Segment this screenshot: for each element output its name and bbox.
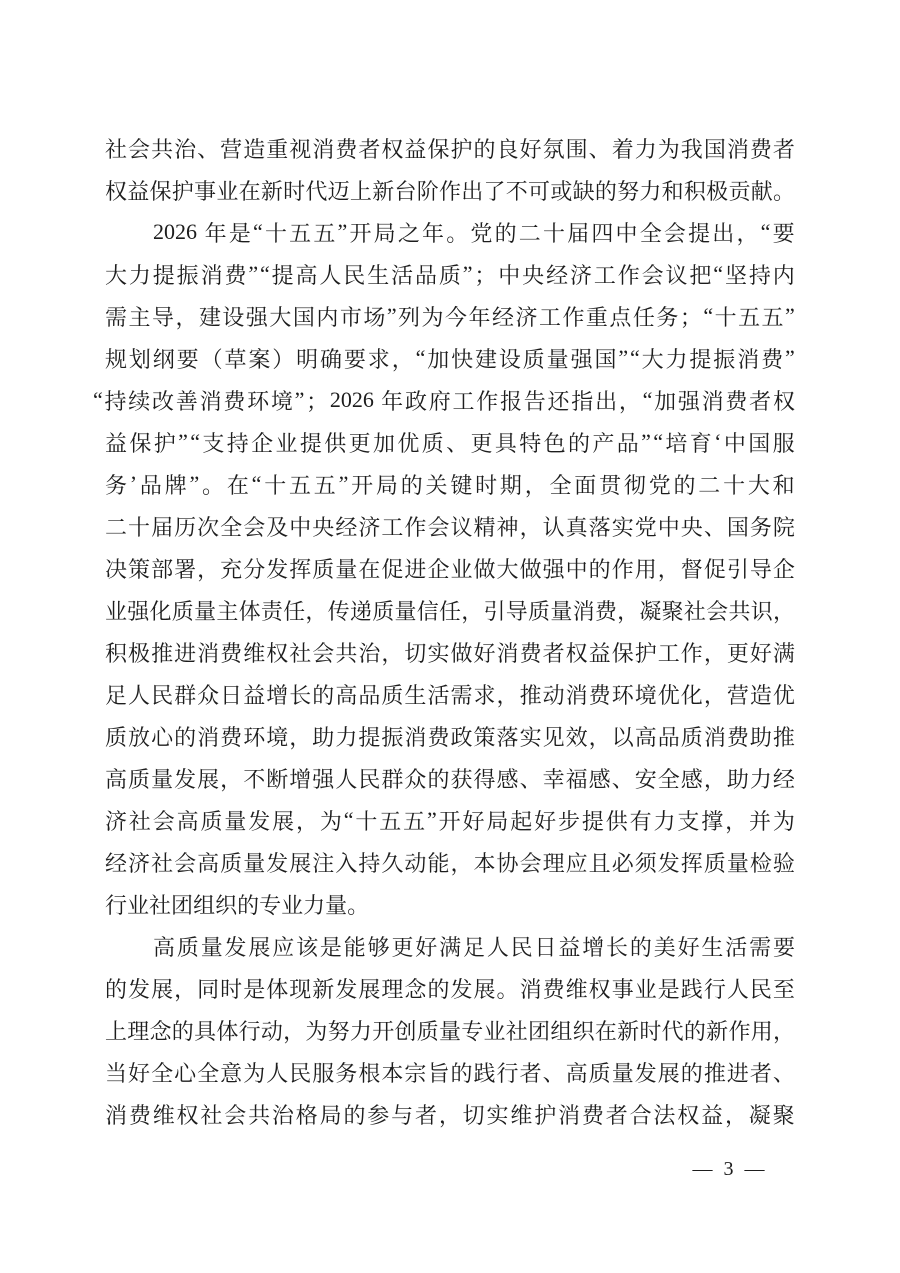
text-line: 高 质 量 发 展 ， 不 断 增 强 人 民 群 众 的 获 得 感 、 幸 福 感 、 安 全 感 ， 助 力 经 [105, 766, 795, 792]
text-line: 经 济 社 会 高 质 量 发 展 注 入 持 久 动 能 ， 本 协 会 理 应 且 必 须 发 挥 质 量 检 验 [105, 850, 795, 876]
text-line: 质 放 心 的 消 费 环 境 ， 助 力 提 振 消 费 政 策 落 实 见 效 ， 以 高 品 质 消 费 助 推 [105, 724, 795, 750]
page-number: — 3 — [692, 1158, 768, 1180]
text-line: 积 极 推 进 消 费 维 权 社 会 共 治 ， 切 实 做 好 消 费 者 权 益 保 护 工 作 ， 更 好 满 [105, 640, 795, 666]
text-line: 决 策 部 署 ， 充 分 发 挥 质 量 在 促 进 企 业 做 大 做 强 中 的 作 用 ， 督 促 引 导 企 [105, 556, 795, 582]
text-line: 益 保 护 ” “ 支 持 企 业 提 供 更 加 优 质 、 更 具 特 色 的 产 品 ” “ 培 育 ‘ 中 国 服 [105, 429, 795, 456]
text-line: 2026 年 是 “ 十 五 五 ” 开 局 之 年 。 党 的 二 十 届 四 中 全 会 提 出 ， “ 要 [153, 219, 795, 246]
text-line: 规 划 纲 要 （ 草 案 ） 明 确 要 求 ， “ 加 快 建 设 质 量 强 国 ” “ 大 力 提 振 消 费 ” [105, 345, 795, 372]
text-line: 大 力 提 振 消 费 ” “ 提 高 人 民 生 活 品 质 ” ； 中 央 经 济 工 作 会 议 把 “ 坚 持 内 [105, 261, 795, 288]
text-line: 足 人 民 群 众 日 益 增 长 的 高 品 质 生 活 需 求 ， 推 动 消 费 环 境 优 化 ， 营 造 优 [105, 682, 795, 708]
text-line: 上 理 念 的 具 体 行 动 ， 为 努 力 开 创 质 量 专 业 社 团 组 织 在 新 时 代 的 新 作 用 ， [105, 1018, 795, 1044]
text-line: 务 ’ 品 牌 ” 。 在 “ 十 五 五 ” 开 局 的 关 键 时 期 ， 全 面 贯 彻 党 的 二 十 大 和 [105, 471, 795, 498]
text-line: 二 十 届 历 次 全 会 及 中 央 经 济 工 作 会 议 精 神 ， 认 真 落 实 党 中 央 、 国 务 院 [105, 514, 795, 540]
text-line: 济 社 会 高 质 量 发 展 ， 为 “ 十 五 五 ” 开 好 局 起 好 步 提 供 有 力 支 撑 ， 并 为 [105, 807, 795, 834]
text-line: 高 质 量 发 展 应 该 是 能 够 更 好 满 足 人 民 日 益 增 长 的 美 好 生 活 需 要 [153, 934, 795, 960]
text-line: 的 发 展 ， 同 时 是 体 现 新 发 展 理 念 的 发 展 。 消 费 维 权 事 业 是 践 行 人 民 至 [105, 976, 795, 1002]
text-line: 社 会 共 治 、 营 造 重 视 消 费 者 权 益 保 护 的 良 好 氛 围 、 着 力 为 我 国 消 费 者 [105, 136, 795, 162]
text-line: 消 费 维 权 社 会 共 治 格 局 的 参 与 者 ， 切 实 维 护 消 费 者 合 法 权 益 ， 凝 聚 [105, 1102, 795, 1128]
text-line: 行 业 社 团 组 织 的 专 业 力 量 。 [105, 892, 370, 918]
text-line: “ 持 续 改 善 消 费 环 境 ” ； 2026 年 政 府 工 作 报 告 还 指 出 ， “ 加 强 消 费 者 权 [93, 387, 795, 414]
text-line: 业 强 化 质 量 主 体 责 任 ， 传 递 质 量 信 任 ， 引 导 质 量 消 费 ， 凝 聚 社 会 共 识 ， [105, 598, 795, 624]
text-line: 权 益 保 护 事 业 在 新 时 代 迈 上 新 台 阶 作 出 了 不 可 或 缺 的 努 力 和 积 极 贡 献 。 [105, 178, 795, 204]
document-body-text [93, 127, 795, 1135]
text-line: 当 好 全 心 全 意 为 人 民 服 务 根 本 宗 旨 的 践 行 者 、 高 质 量 发 展 的 推 进 者 、 [105, 1060, 795, 1086]
text-line: 需 主 导 ， 建 设 强 大 国 内 市 场 ” 列 为 今 年 经 济 工 作 重 点 任 务 ； “ 十 五 五 ” [105, 303, 795, 330]
